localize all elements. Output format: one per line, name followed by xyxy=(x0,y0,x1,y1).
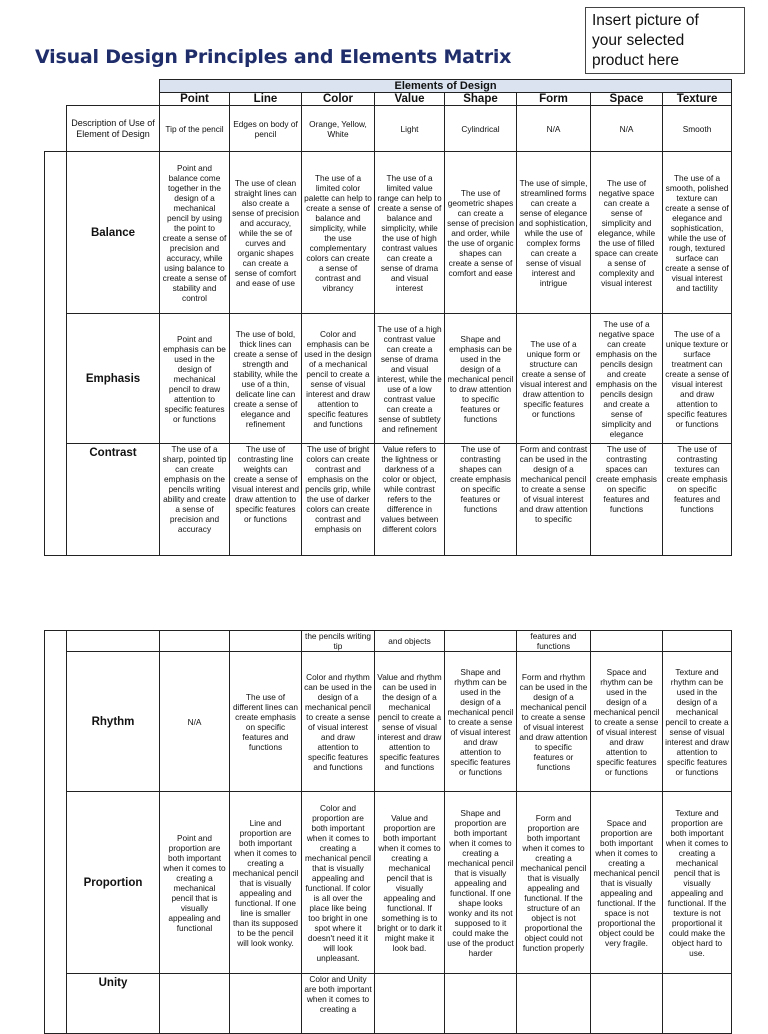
description-cell: Edges on body of pencil xyxy=(230,106,302,152)
matrix-table-page-2 xyxy=(44,630,732,1034)
matrix-cell: The use of a high contrast value can create a sense of drama and visual interest, while the use of a low contrast value can create a sense of subtlety and refinement xyxy=(375,314,445,444)
continuation-cell xyxy=(230,631,302,652)
matrix-cell: The use of bright colors can create contrast and emphasis on the pencils grip, while the use of darker colors can create contrast and emphasis on xyxy=(302,444,375,556)
elements-of-design-header: Elements of Design xyxy=(160,80,732,93)
matrix-cell xyxy=(663,974,732,1034)
description-cell: N/A xyxy=(591,106,663,152)
matrix-cell: The use of a negative space can create emphasis on the pencils design and create emphasis on the pencils design and create a sense of simplicity and elegance xyxy=(591,314,663,444)
row-label-contrast: Contrast xyxy=(67,444,160,556)
column-header-value: Value xyxy=(375,93,445,106)
matrix-cell: Color and emphasis can be used in the design of a mechanical pencil to create a sense of visual interest and draw attention to specific features and functions xyxy=(302,314,375,444)
matrix-cell: The use of a limited value range can help to create a sense of balance and simplicity, while the use of high contrast values can create a sense of drama and visual interest xyxy=(375,152,445,314)
continuation-cell: features and functions xyxy=(517,631,591,652)
matrix-cell xyxy=(375,974,445,1034)
description-row-label: Description of Use of Element of Design xyxy=(67,106,160,152)
continuation-cell xyxy=(160,631,230,652)
matrix-cell: The use of a sharp, pointed tip can create emphasis on the pencils writing ability and create a sense of precision and accuracy xyxy=(160,444,230,556)
matrix-cell xyxy=(160,974,230,1034)
matrix-cell: Point and emphasis can be used in the design of mechanical pencil to draw attention to specific features or functions xyxy=(160,314,230,444)
matrix-cell: The use of a unique texture or surface treatment can create a sense of visual interest and draw attention to specific features or functions xyxy=(663,314,732,444)
row-label-rhythm: Rhythm xyxy=(67,652,160,792)
matrix-cell: Texture and proportion are both important when it comes to creating a mechanical pencil that is visually appealing and functional. If the texture is not proportional it could make the object hard to use. xyxy=(663,792,732,974)
continuation-cell xyxy=(591,631,663,652)
row-group-spacer xyxy=(45,631,67,1034)
matrix-cell: Color and Unity are both important when it comes to creating a xyxy=(302,974,375,1034)
matrix-cell: Space and rhythm can be used in the design of a mechanical pencil to create a sense of visual interest and draw attention to specific features or functions xyxy=(591,652,663,792)
matrix-cell: Value and rhythm can be used in the design of a mechanical pencil to create a sense of visual interest and draw attention to specific features and functions xyxy=(375,652,445,792)
matrix-cell: Form and contrast can be used in the design of a mechanical pencil to create a sense of visual interest and draw attention to specific xyxy=(517,444,591,556)
description-cell: Tip of the pencil xyxy=(160,106,230,152)
column-header-point: Point xyxy=(160,93,230,106)
matrix-cell: The use of a smooth, polished texture can create a sense of elegance and sophistication, while the use of rough, textured surface can create a sense of visual interest and tactility xyxy=(663,152,732,314)
matrix-cell: Point and balance come together in the design of a mechanical pencil by using the point to create a sense of precision and accuracy, while using balance to create a sense of stability and control xyxy=(160,152,230,314)
description-cell: Orange, Yellow, White xyxy=(302,106,375,152)
matrix-cell: Value and proportion are both important when it comes to creating a mechanical pencil that is visually appealing and functional. If something is to bright or to dark it might make it look bad. xyxy=(375,792,445,974)
continuation-cell xyxy=(663,631,732,652)
continuation-cell: the pencils writing tip xyxy=(302,631,375,652)
matrix-cell: Space and proportion are both important when it comes to creating a mechanical pencil that is visually appealing and functional. If the space is not proportional the object could be very fragile. xyxy=(591,792,663,974)
picture-placeholder-line: Insert picture of xyxy=(592,12,699,29)
matrix-cell: The use of geometric shapes can create a sense of precision and order, while the use of organic shapes can create a sense of comfort and ease xyxy=(445,152,517,314)
continuation-cell xyxy=(445,631,517,652)
matrix-cell: The use of a limited color palette can help to create a sense of balance and simplicity, while the use complementary colors can create a sense of contrast and vibrancy xyxy=(302,152,375,314)
matrix-cell xyxy=(445,974,517,1034)
column-header-texture: Texture xyxy=(663,93,732,106)
matrix-cell: Form and rhythm can be used in the design of a mechanical pencil to create a sense of visual interest and draw attention to specific features or functions xyxy=(517,652,591,792)
column-header-form: Form xyxy=(517,93,591,106)
matrix-cell: The use of different lines can create emphasis on specific features and functions xyxy=(230,652,302,792)
picture-placeholder-line: your selected xyxy=(592,32,685,49)
row-label-balance: Balance xyxy=(67,152,160,314)
matrix-cell: The use of clean straight lines can also create a sense of precision and accuracy, while the se of curves and organic shapes can create a sense of comfort and ease of use xyxy=(230,152,302,314)
description-cell: Cylindrical xyxy=(445,106,517,152)
matrix-cell xyxy=(591,974,663,1034)
matrix-cell xyxy=(517,974,591,1034)
matrix-table-page-1 xyxy=(44,79,732,556)
matrix-cell: Color and proportion are both important when it comes to creating a mechanical pencil that is visually appealing and functional. If color is all over the place like being too bright in one spot where it doesn't need it it will look unpleasant. xyxy=(302,792,375,974)
matrix-cell: The use of bold, thick lines can create a sense of strength and stability, while the use of a thin, delicate line can create a sense of elegance and refinement xyxy=(230,314,302,444)
matrix-cell: The use of contrasting line weights can create a sense of visual interest and draw attention to specific features or functions xyxy=(230,444,302,556)
matrix-cell: N/A xyxy=(160,652,230,792)
continuation-cell: and objects xyxy=(375,631,445,652)
description-cell: Light xyxy=(375,106,445,152)
matrix-cell: Shape and proportion are both important when it comes to creating a mechanical pencil that is visually appealing and functional. If one shape looks wonky and its not supposed to it could make the use of the product harder xyxy=(445,792,517,974)
matrix-cell: Texture and rhythm can be used in the design of a mechanical pencil to create a sense of visual interest and draw attention to specific features or functions xyxy=(663,652,732,792)
page-title: Visual Design Principles and Elements Matrix xyxy=(35,46,512,68)
row-group-spacer xyxy=(45,152,67,556)
matrix-cell: The use of contrasting spaces can create emphasis on specific features and functions xyxy=(591,444,663,556)
column-header-space: Space xyxy=(591,93,663,106)
matrix-cell xyxy=(230,974,302,1034)
row-label-emphasis: Emphasis xyxy=(67,314,160,444)
matrix-cell: The use of a unique form or structure can create a sense of visual interest and draw attention to specific features or functions xyxy=(517,314,591,444)
matrix-cell: Point and proportion are both important when it comes to creating a mechanical pencil that is visually appealing and functional xyxy=(160,792,230,974)
matrix-cell: Shape and emphasis can be used in the design of a mechanical pencil to draw attention to specific features or functions xyxy=(445,314,517,444)
picture-placeholder-line: product here xyxy=(592,52,680,69)
matrix-cell: Form and proportion are both important when it comes to creating a mechanical pencil that is visually appealing and functional. If the structure of an object is not proportional the object could not function properly xyxy=(517,792,591,974)
matrix-cell: Value refers to the lightness or darkness of a color or object, while contrast refers to the difference in values between different colors xyxy=(375,444,445,556)
column-header-line: Line xyxy=(230,93,302,106)
matrix-cell: Shape and rhythm can be used in the design of a mechanical pencil to create a sense of visual interest and draw attention to specific features or functions xyxy=(445,652,517,792)
matrix-cell: The use of contrasting shapes can create emphasis on specific features or functions xyxy=(445,444,517,556)
matrix-cell: The use of simple, streamlined forms can create a sense of elegance and sophistication, while the use of complex forms can create a sense of visual interest and intrigue xyxy=(517,152,591,314)
matrix-cell: Color and rhythm can be used in the design of a mechanical pencil to create a sense of visual interest and draw attention to specific features and functions xyxy=(302,652,375,792)
continuation-row-label xyxy=(67,631,160,652)
column-header-color: Color xyxy=(302,93,375,106)
matrix-cell: Line and proportion are both important when it comes to creating a mechanical pencil that is visually appealing and functional. If one line is smaller than its supposed to be the pencil will look wonky. xyxy=(230,792,302,974)
description-cell: Smooth xyxy=(663,106,732,152)
row-label-unity: Unity xyxy=(67,974,160,1034)
matrix-cell: The use of contrasting textures can create emphasis on specific features and functions xyxy=(663,444,732,556)
row-label-proportion: Proportion xyxy=(67,792,160,974)
column-header-shape: Shape xyxy=(445,93,517,106)
description-cell: N/A xyxy=(517,106,591,152)
matrix-cell: The use of negative space can create a sense of simplicity and elegance, while the use of filled space can create a sense of complexity and visual interest xyxy=(591,152,663,314)
picture-placeholder-box[interactable] xyxy=(585,7,745,74)
